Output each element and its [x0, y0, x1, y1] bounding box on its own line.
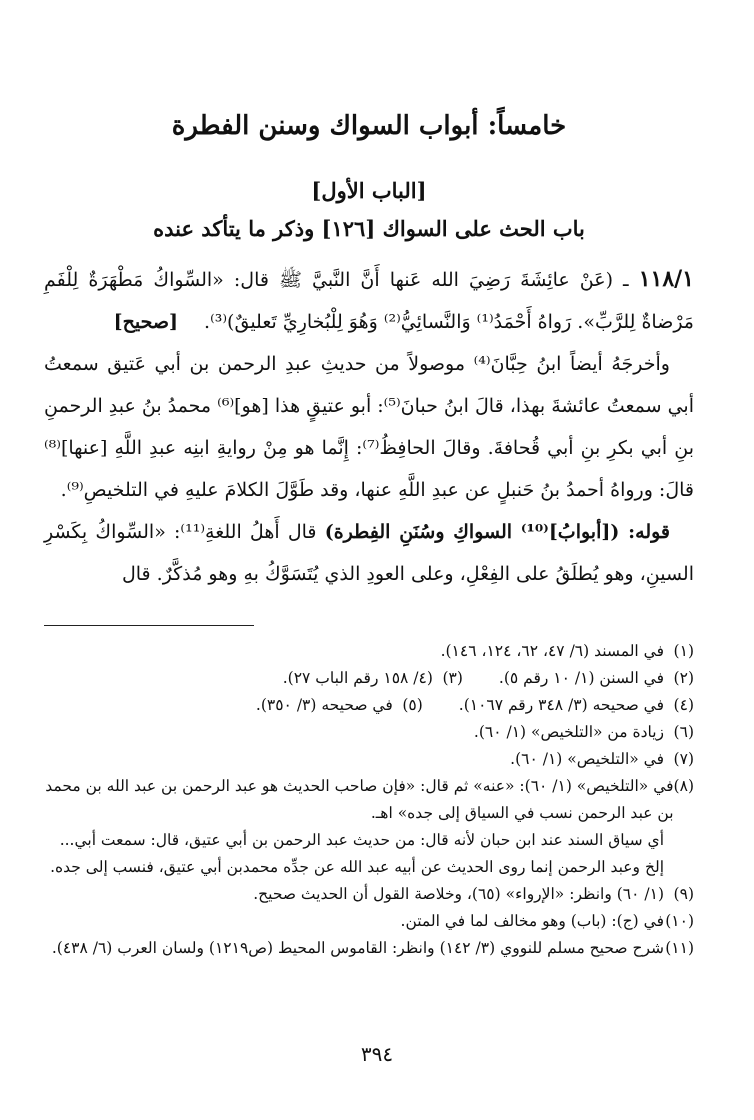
footnote-text: في «التلخيص» (١/ ٦٠). [510, 750, 664, 768]
footnote-text: في (ج): (باب) وهو مخالف لما في المتن. [400, 912, 664, 930]
footnotes [44, 638, 694, 962]
footnote-divider [44, 625, 254, 626]
footnote-text: في السنن (١/ ١٠ رقم ٥). [498, 669, 664, 687]
page-title: خامساً: أبواب السواك وسنن الفطرة [171, 111, 567, 141]
page-number: ٣٩٤ [360, 1042, 394, 1066]
footnote-number: (٢) [673, 669, 694, 687]
footnote-11 [44, 935, 694, 962]
commentary-paragraph-1: وأخرجَهُ أيضاً ابنُ حِبَّانَ⁽⁴⁾ موصولاً من حديثِ عبدِ الرحمن بن أبي عَتيق سمعتُ أبي سمعتُ عائشةَ بهذا، قالَ ابنُ حبانَ⁽⁵⁾: أبو عتيقٍ هذا [هو]⁽⁶⁾ محمدُ بنُ عبدِ الرحمنِ بنِ أبي بكرِ بنِ أبي قُحافةَ. وقالَ الحافِظُ⁽⁷⁾: إِنَّما هو مِنْ روايةِ ابنِه عبدِ اللَّهِ [عنها]⁽⁸⁾ قالَ: ورواهُ أحمدُ بنُ حَنبلٍ عن عبدِ اللَّهِ عنها، وقد طَوَّلَ الكلامَ عليهِ في التلخيصِ⁽⁹⁾. [44, 353, 694, 501]
footnote-4-5 [44, 692, 694, 719]
footnote-number: (١٠) [665, 912, 694, 930]
commentary-lead: قوله: ([أبوابُ]⁽¹⁰⁾ السواكِ وسُنَنِ الفِطرة) [324, 521, 671, 543]
footnote-number: (٦) [673, 723, 694, 741]
footnote-number: (٧) [673, 750, 694, 768]
footnote-text: زيادة من «التلخيص» (١/ ٦٠). [473, 723, 664, 741]
footnote-7 [44, 746, 694, 773]
footnote-text: في صحيحه (٣/ ٣٤٨ رقم ١٠٦٧). [458, 696, 664, 714]
footnote-number: (١) [673, 642, 694, 660]
footnote-text: شرح صحيح مسلم للنووي (٣/ ١٤٢) وانظر: القاموس المحيط (ص١٢١٩) ولسان العرب (٦/ ٤٣٨). [51, 939, 664, 957]
commentary-text: قال أَهلُ اللغةِ⁽¹¹⁾: «السِّواكُ بِكَسْرِ السينِ، وهو يُطلَقُ على الفِعْلِ، وعلى العودِ الذي يُتَسَوَّكُ بهِ وهو مُذكَّرٌ. قال [44, 521, 694, 585]
chapter-heading: باب الحث على السواك [١٢٦] وذكر ما يتأكد عنده [153, 216, 585, 241]
footnote-4 [459, 692, 694, 719]
footnote-number: (٣) [442, 669, 463, 687]
footnote-number: (٨) [673, 777, 694, 795]
footnote-10 [44, 908, 694, 935]
footnote-text: (١/ ٦٠) وانظر: «الإرواء» (٦٥)، وخلاصة القول أن الحديث صحيح. [253, 885, 664, 903]
footnote-number: (١١) [665, 939, 694, 957]
footnote-9 [44, 881, 694, 908]
footnote-2 [499, 665, 694, 692]
hadith-grade: [صحيح] [113, 311, 178, 333]
footnote-6 [44, 719, 694, 746]
hadith-number: ١١٨/١ [638, 266, 694, 292]
footnote-1 [44, 638, 694, 665]
footnote-3 [283, 665, 463, 692]
commentary-paragraph-2 [44, 511, 694, 595]
footnote-8 [44, 773, 694, 881]
footnote-8-main [44, 773, 694, 827]
footnote-number: (٥) [402, 696, 423, 714]
section-heading: [الباب الأول] [311, 178, 427, 203]
hadith-text: ـ (عَنْ عائِشَةَ رَضِيَ الله عَنها أَنَّ النَّبيَّ ﷺ قال: «السِّواكُ مَطْهَرَةٌ لِلْفَمِ مَرْضاةٌ لِلرَّبِّ». رَواهُ أَحْمَدُ⁽¹⁾ وَالنَّسائِيُّ⁽²⁾ وَهُوَ لِلْبُخارِيِّ تَعليقٌ)⁽³⁾. [44, 269, 694, 333]
footnote-text: في المسند (٦/ ٤٧، ٦٢، ١٢٤، ١٤٦). [440, 642, 664, 660]
footnote-number: (٩) [673, 885, 694, 903]
footnote-2-3 [44, 665, 694, 692]
footnote-number: (٤) [673, 696, 694, 714]
footnote-text: في صحيحه (٣/ ٣٥٠). [255, 696, 393, 714]
footnote-text: (٤/ ١٥٨ رقم الباب ٢٧). [282, 669, 433, 687]
footnote-5 [256, 692, 423, 719]
hadith-paragraph [44, 258, 694, 343]
page-body [44, 108, 694, 962]
footnote-text: في «التلخيص» (١/ ٦٠): «عنه» ثم قال: «فإن صاحب الحديث هو عبد الرحمن بن عبد الله بن محمد بن عبد الرحمن نسب في السياق إلى جده» اهـ. [45, 777, 674, 822]
footnote-continuation: أي سياق السند عند ابن حبان لأنه قال: من حديث عبد الرحمن بن أبي عتيق، قال: سمعت أبي... إلخ وعبد الرحمن إنما روى الحديث عن أبيه عبد الله عن جدِّه محمدبن أبي عتيق، فنسب إلى جده. [50, 831, 664, 876]
